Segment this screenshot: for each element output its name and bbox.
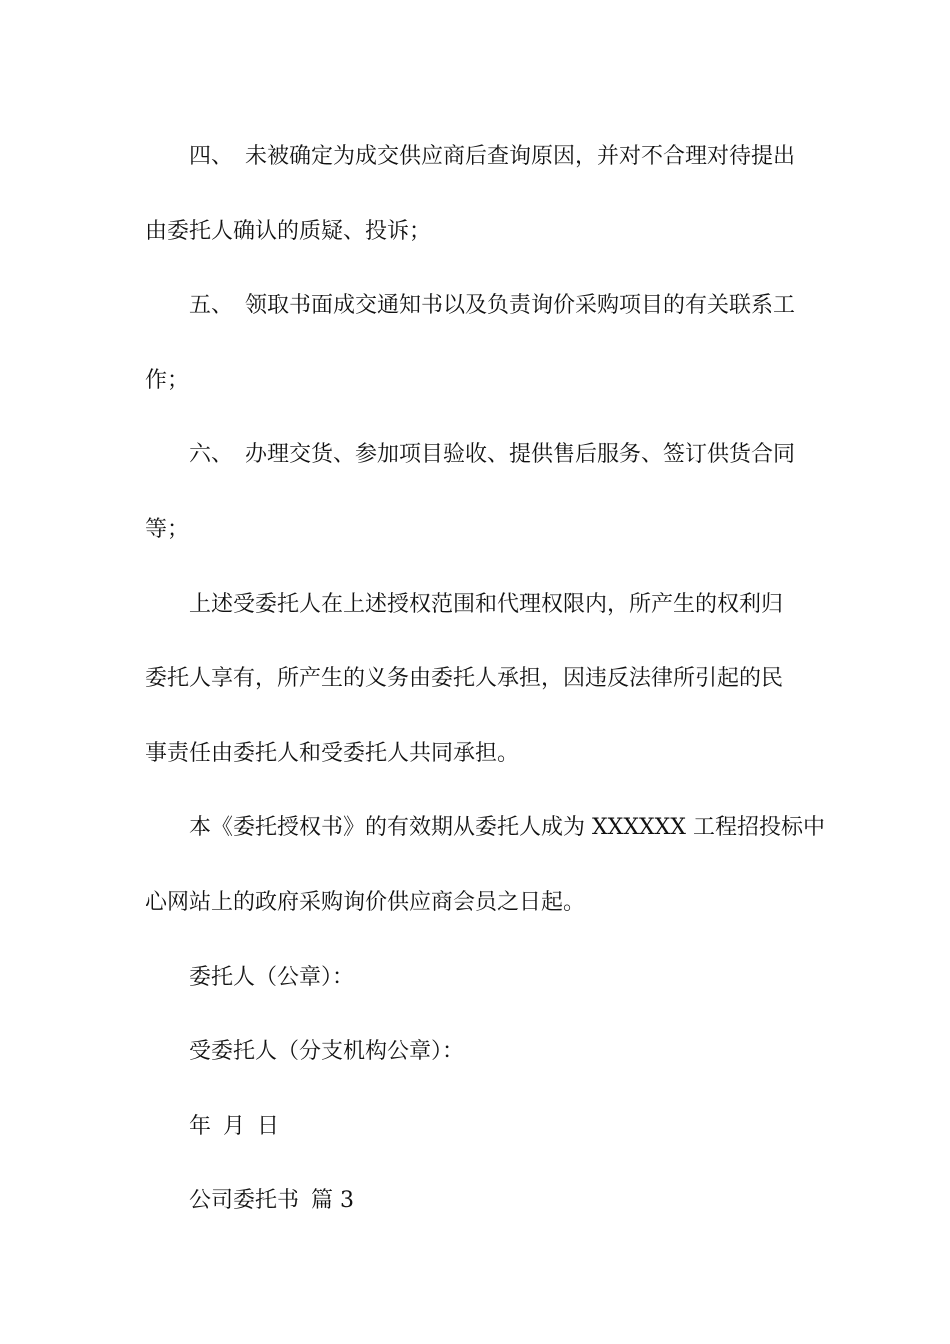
list-number: 六、 bbox=[189, 442, 234, 468]
list-item-5 bbox=[145, 269, 807, 418]
paragraph-line: 事责任由委托人和受委托人共同承担。 bbox=[145, 740, 520, 766]
list-item-text-line: 未被确定为成交供应商后查询原因，并对不合理对待提出 bbox=[245, 144, 796, 169]
list-item-text-line: 办理交货、参加项目验收、提供售后服务、签订供货合同 bbox=[245, 442, 796, 468]
list-item-text-line: 由委托人确认的质疑、投诉； bbox=[145, 218, 432, 244]
paragraph-line: 心网站上的政府采购询价供应商会员之日起。 bbox=[145, 889, 586, 915]
date-day: 日 bbox=[257, 1113, 280, 1139]
validity-paragraph bbox=[145, 791, 825, 940]
list-item-4 bbox=[145, 120, 807, 269]
list-number: 四、 bbox=[189, 144, 234, 169]
paragraph-line: 本《委托授权书》的有效期从委托人成为 XXXXXX 工程招投标中 bbox=[189, 815, 825, 841]
agent-seal-line: 受委托人（分支机构公章）： bbox=[189, 1039, 465, 1065]
document-body bbox=[145, 120, 825, 1239]
principal-seal-line: 委托人（公章）： bbox=[189, 964, 355, 990]
section-chapter: 篇 3 bbox=[311, 1188, 355, 1214]
list-item-text-line: 领取书面成交通知书以及负责询价采购项目的有关联系工 bbox=[245, 293, 796, 319]
date-line bbox=[145, 1090, 807, 1165]
section-title: 公司委托书 bbox=[189, 1188, 300, 1214]
section-heading bbox=[145, 1164, 807, 1239]
list-number: 五、 bbox=[189, 293, 234, 319]
list-item-6 bbox=[145, 418, 807, 567]
liability-paragraph bbox=[145, 568, 807, 792]
list-item-text-line: 等； bbox=[145, 516, 190, 542]
paragraph-line: 委托人享有，所产生的义务由委托人承担，因违反法律所引起的民 bbox=[145, 666, 784, 692]
date-month: 月 bbox=[223, 1113, 246, 1139]
date-year: 年 bbox=[189, 1113, 212, 1139]
paragraph-line: 上述受委托人在上述授权范围和代理权限内，所产生的权利归 bbox=[189, 591, 784, 617]
list-item-text-line: 作； bbox=[145, 367, 190, 393]
